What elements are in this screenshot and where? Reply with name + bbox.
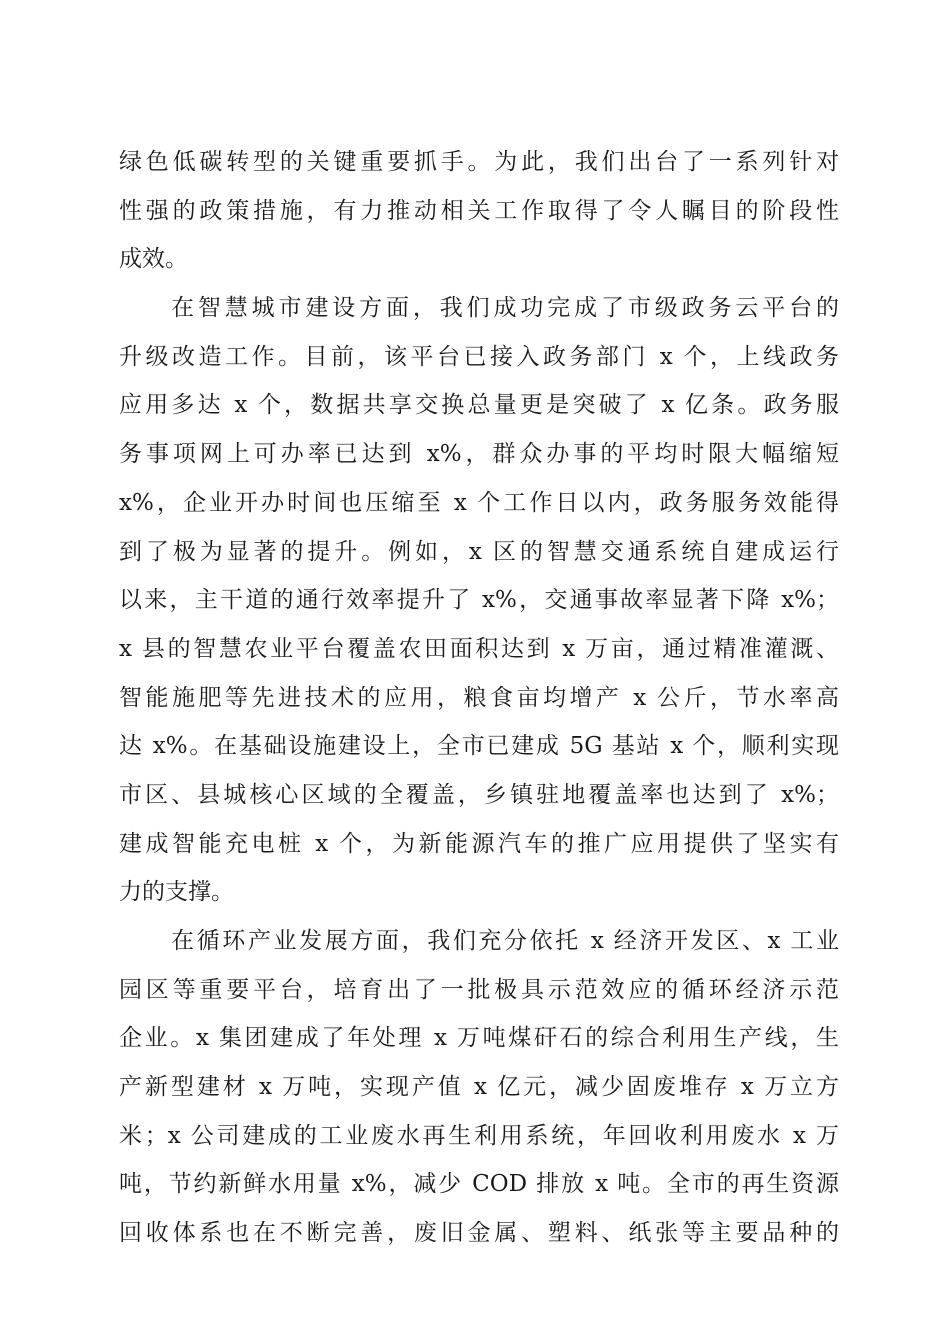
text-line: 智能施肥等先进技术的应用，粮食亩均增产 x 公斤，节水率高 bbox=[119, 684, 839, 711]
text-line: 务事项网上可办率已达到 x%，群众办事的平均时限大幅缩短 bbox=[119, 441, 839, 468]
text-line: 企业。x 集团建成了年处理 x 万吨煤矸石的综合利用生产线，生 bbox=[119, 1025, 839, 1052]
text-line: 以来，主干道的通行效率提升了 x%，交通事故率显著下降 x%； bbox=[119, 587, 839, 614]
text-line: 建成智能充电桩 x 个，为新能源汽车的推广应用提供了坚实有 bbox=[119, 830, 839, 857]
text-line: 力的支撑。 bbox=[119, 879, 234, 906]
text-line: 性强的政策措施，有力推动相关工作取得了令人瞩目的阶段性 bbox=[119, 197, 839, 224]
text-line: 应用多达 x 个，数据共享交换总量更是突破了 x 亿条。政务服 bbox=[119, 392, 839, 419]
text-line: 升级改造工作。目前，该平台已接入政务部门 x 个，上线政务 bbox=[119, 343, 839, 370]
text-line: x 县的智慧农业平台覆盖农田面积达到 x 万亩，通过精准灌溉、 bbox=[119, 635, 839, 662]
text-line: 绿色低碳转型的关键重要抓手。为此，我们出台了一系列针对 bbox=[119, 149, 839, 175]
text-line: 吨，节约新鲜水用量 x%，减少 COD 排放 x 吨。全市的再生资源 bbox=[119, 1171, 839, 1198]
text-line: 米；x 公司建成的工业废水再生利用系统，年回收利用废水 x 万 bbox=[119, 1122, 839, 1149]
text-line: 园区等重要平台，培育出了一批极具示范效应的循环经济示范 bbox=[119, 976, 839, 1003]
text-line: 达 x%。在基础设施建设上，全市已建成 5G 基站 x 个，顺利实现 bbox=[119, 733, 839, 760]
paragraph-first-line: 在智慧城市建设方面，我们成功完成了市级政务云平台的 bbox=[171, 295, 839, 322]
text-line: 到了极为显著的提升。例如，x 区的智慧交通系统自建成运行 bbox=[119, 538, 839, 565]
text-line: x%，企业开办时间也压缩至 x 个工作日以内，政务服务效能得 bbox=[119, 489, 839, 516]
body-text bbox=[119, 138, 839, 1258]
text-line: 成效。 bbox=[119, 246, 188, 273]
text-line: 产新型建材 x 万吨，实现产值 x 亿元，减少固废堆存 x 万立方 bbox=[119, 1074, 839, 1101]
text-line: 市区、县城核心区域的全覆盖，乡镇驻地覆盖率也达到了 x%； bbox=[119, 781, 839, 808]
text-line: 回收体系也在不断完善，废旧金属、塑料、纸张等主要品种的 bbox=[119, 1220, 839, 1247]
paragraph-first-line: 在循环产业发展方面，我们充分依托 x 经济开发区、x 工业 bbox=[171, 928, 839, 954]
